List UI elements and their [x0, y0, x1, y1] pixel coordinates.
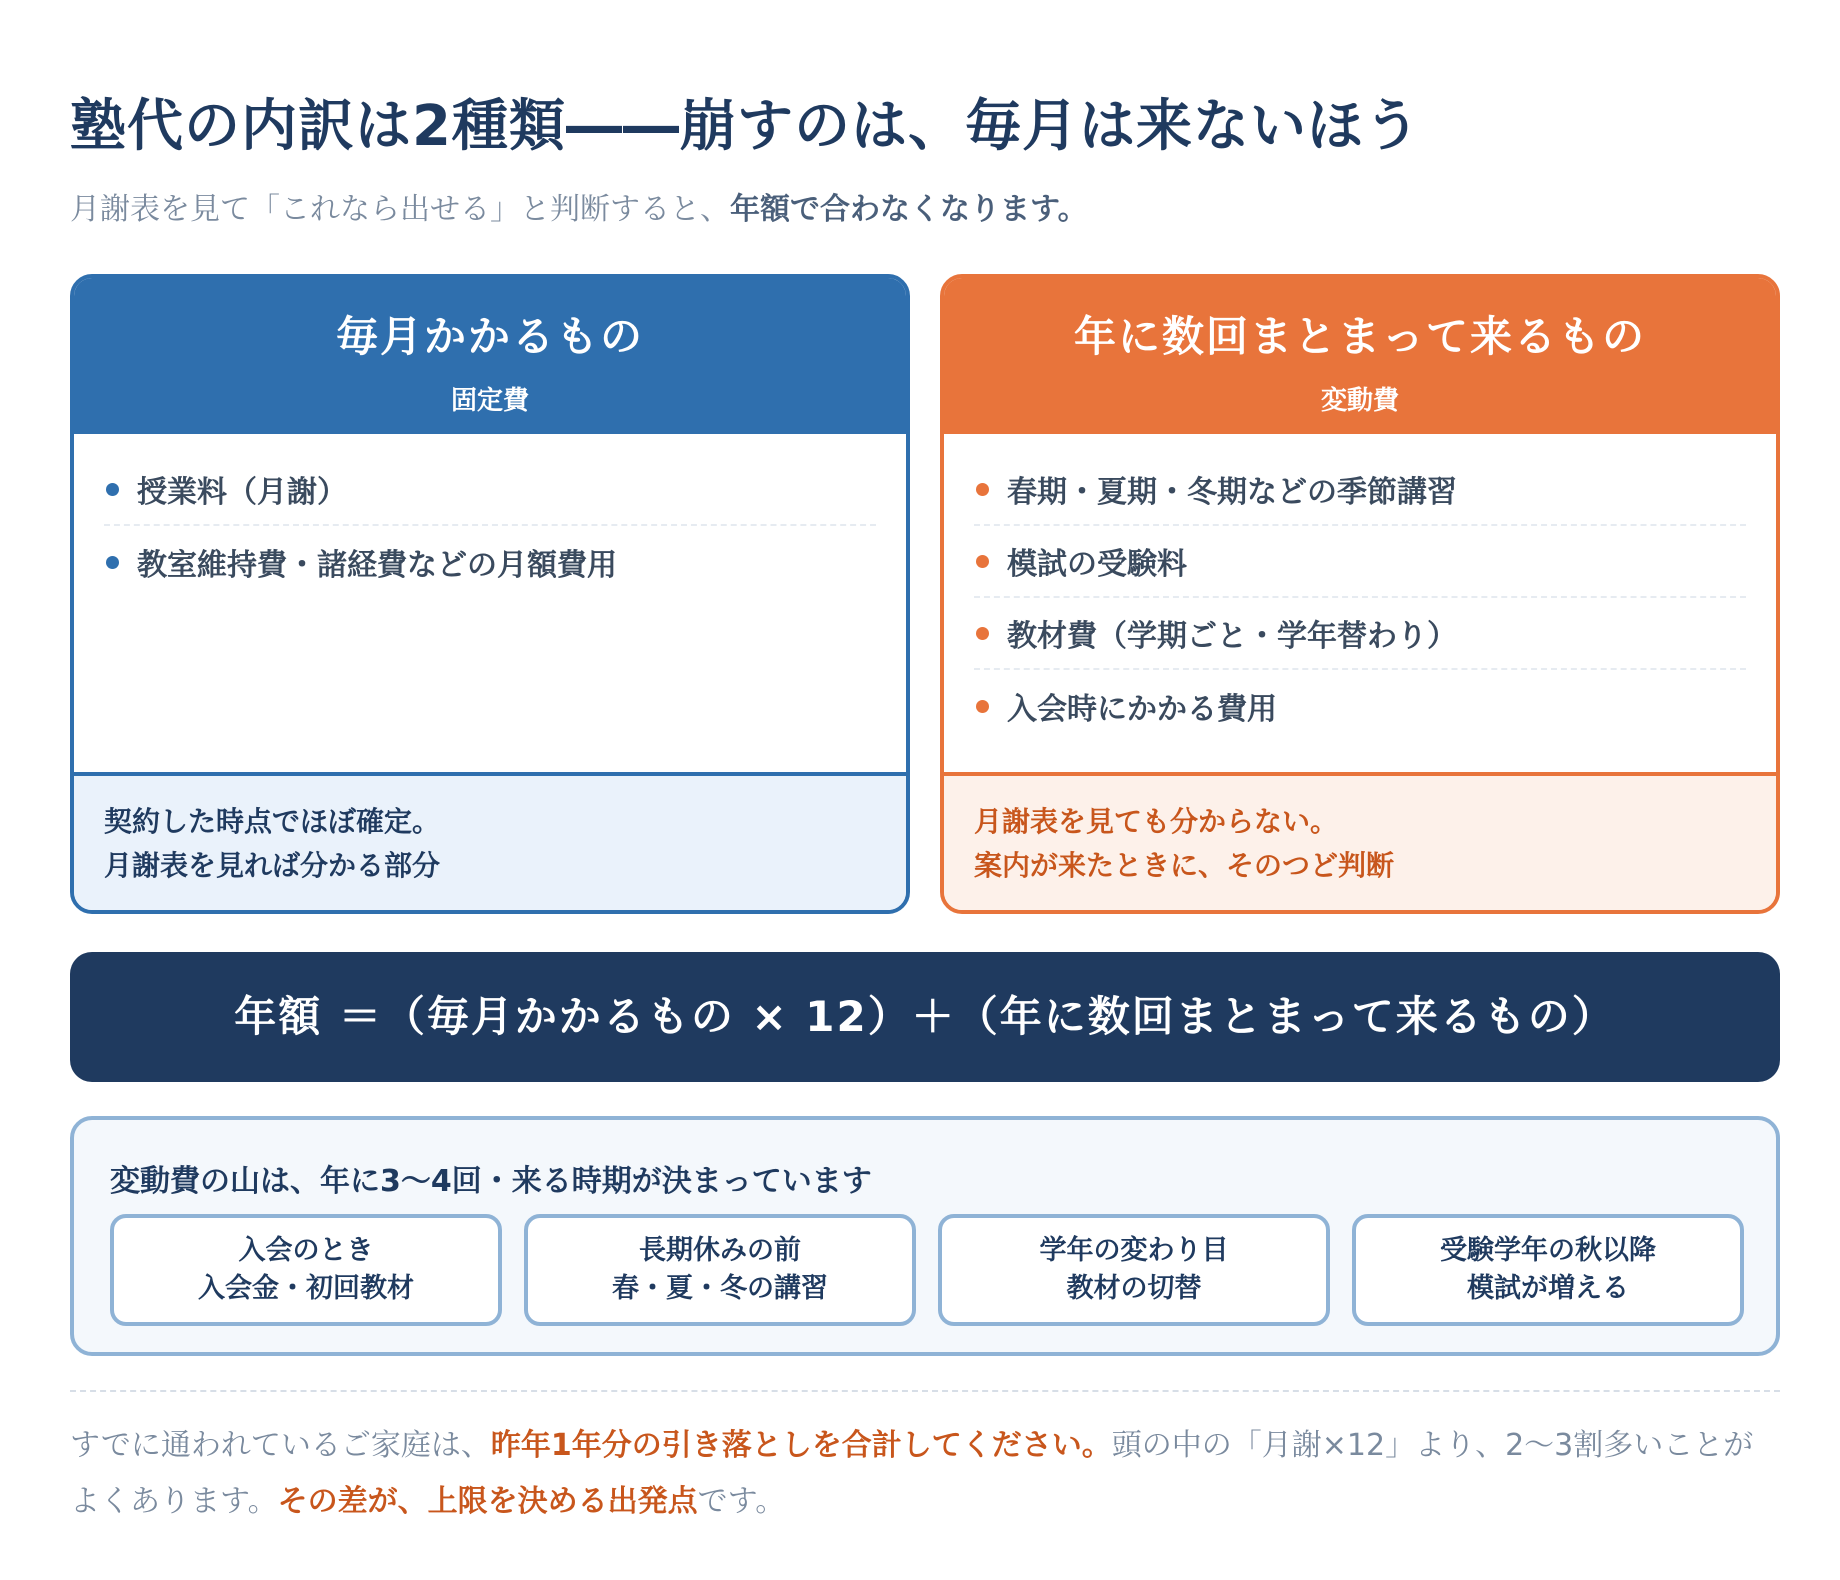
fixed-cost-footer-line2: 月謝表を見れば分かる部分 [104, 849, 441, 882]
page-subtitle [70, 184, 1088, 228]
bullet-dot-icon [106, 556, 119, 569]
variable-cost-heading: 年に数回まとまって来るもの [1073, 312, 1646, 361]
fixed-cost-footer-line1: 契約した時点でほぼ確定。 [104, 805, 441, 838]
list-item [104, 454, 876, 526]
subtitle-plain: 月謝表を見て「これなら出せる」と判断すると、 [70, 192, 730, 227]
note-part3: です。 [697, 1484, 786, 1519]
list-item-label: 授業料（月謝） [137, 475, 347, 510]
fixed-cost-card [70, 274, 910, 914]
variable-cost-footer-line1: 月謝表を見ても分からない。 [974, 805, 1339, 838]
peak-box-line1: 学年の変わり目 [1039, 1235, 1229, 1266]
fixed-cost-list [74, 434, 906, 776]
bullet-dot-icon [106, 483, 119, 496]
peaks-title: 変動費の山は、年に3〜4回・来る時期が決まっています [110, 1164, 872, 1199]
peak-box [110, 1214, 502, 1326]
list-item-label: 模試の受験料 [1007, 547, 1187, 582]
peak-box [938, 1214, 1330, 1326]
list-item [974, 670, 1746, 742]
list-item-label: 春期・夏期・冬期などの季節講習 [1007, 475, 1457, 510]
list-item [974, 526, 1746, 598]
peak-box-line2: 春・夏・冬の講習 [612, 1273, 828, 1304]
variable-cost-footer [944, 776, 1776, 914]
bullet-dot-icon [976, 555, 989, 568]
note-part1: すでに通われているご家庭は、 [70, 1428, 491, 1463]
peak-box-line2: 模試が増える [1467, 1273, 1629, 1304]
fixed-cost-footer [74, 776, 906, 914]
bullet-dot-icon [976, 483, 989, 496]
list-item-label: 教室維持費・諸経費などの月額費用 [137, 548, 617, 583]
list-item [974, 454, 1746, 526]
note-emphasis1: 昨年1年分の引き落としを合計してください。 [490, 1428, 1112, 1463]
list-item-label: 入会時にかかる費用 [1007, 692, 1277, 727]
list-item [104, 526, 876, 598]
list-item-label: 教材費（学期ごと・学年替わり） [1007, 619, 1457, 654]
annual-formula-banner: 年額 ＝（毎月かかるもの × 12）＋（年に数回まとまって来るもの） [70, 952, 1780, 1082]
section-divider [70, 1390, 1780, 1392]
bullet-dot-icon [976, 627, 989, 640]
fixed-cost-card-header [74, 278, 906, 434]
closing-note [70, 1418, 1780, 1530]
peak-box [1352, 1214, 1744, 1326]
peak-box-line1: 入会のとき [238, 1235, 374, 1266]
variable-cost-card-header [944, 278, 1776, 434]
note-emphasis2: その差が、上限を決める出発点 [277, 1484, 698, 1519]
variable-cost-subheading: 変動費 [1320, 386, 1399, 416]
peak-box-line2: 入会金・初回教材 [198, 1273, 414, 1304]
page-title: 塾代の内訳は2種類――崩すのは、毎月は来ないほう [70, 94, 1421, 159]
peak-box-line2: 教材の切替 [1066, 1273, 1202, 1304]
peak-box [524, 1214, 916, 1326]
peak-box-line1: 受験学年の秋以降 [1440, 1235, 1656, 1266]
fixed-cost-subheading: 固定費 [450, 386, 529, 416]
variable-cost-card [940, 274, 1780, 914]
variable-cost-footer-line2: 案内が来たときに、そのつど判断 [974, 849, 1395, 882]
list-item [974, 598, 1746, 670]
note-part2: 頭の中の「月謝×12」より、2〜3割多いことがよくあります。 [70, 1428, 1754, 1519]
subtitle-bold: 年額で合わなくなります。 [730, 192, 1088, 227]
bullet-dot-icon [976, 700, 989, 713]
variable-cost-list [944, 434, 1776, 776]
variable-cost-peaks-panel [70, 1116, 1780, 1356]
fixed-cost-heading: 毎月かかるもの [335, 312, 644, 361]
peak-box-line1: 長期休みの前 [639, 1235, 801, 1266]
